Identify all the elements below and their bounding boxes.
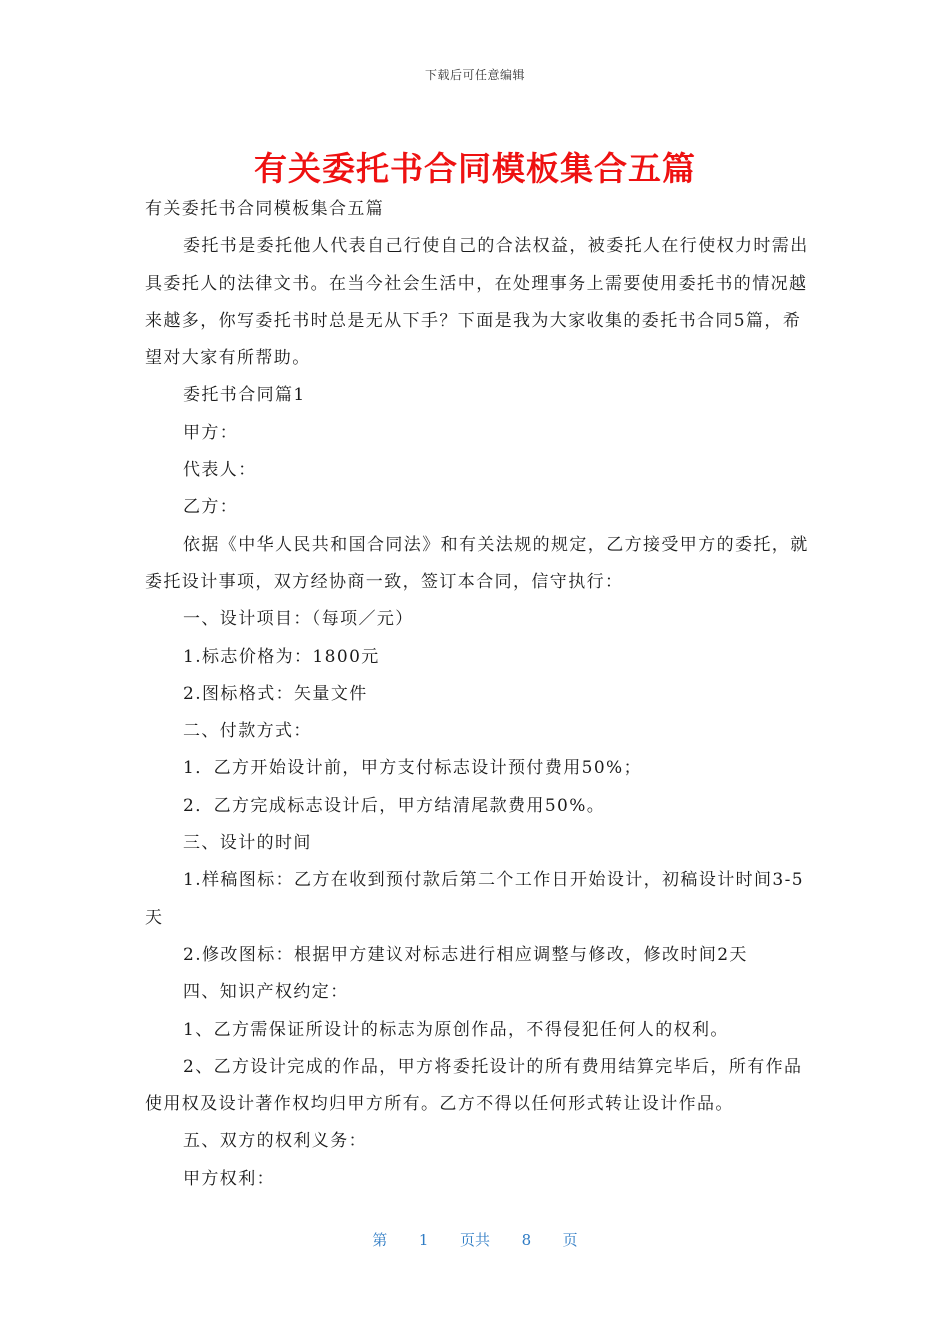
body-paragraph: 五、双方的权利义务： [183, 1131, 367, 1152]
body-paragraph: 2、乙方设计完成的作品，甲方将委托设计的所有费用结算完毕后，所有作品使用权及设计著作权均归甲方所有。乙方不得以任何形式转让设计作品。 [145, 1056, 803, 1115]
footer-page-suffix: 页 [562, 1231, 578, 1249]
body-paragraph: 1.标志价格为：1800元 [183, 646, 380, 667]
body-paragraph: 甲方权利： [183, 1168, 275, 1189]
body-paragraph: 乙方： [183, 497, 239, 518]
body-paragraph: 1．乙方开始设计前，甲方支付标志设计预付费用50%； [183, 758, 642, 779]
page-footer [0, 1229, 950, 1250]
body-paragraph: 1、乙方需保证所设计的标志为原创作品，不得侵犯任何人的权利。 [183, 1019, 729, 1040]
body-paragraph: 2.图标格式：矢量文件 [183, 683, 368, 704]
body-paragraph: 四、知识产权约定： [183, 982, 349, 1003]
footer-page-number: 1 [418, 1231, 429, 1249]
body-paragraph: 有关委托书合同模板集合五篇 [145, 199, 385, 219]
header-note: 下载后可任意编辑 [424, 68, 525, 82]
footer-total-label: 页共 [459, 1231, 490, 1249]
body-paragraph: 三、设计的时间 [183, 833, 312, 854]
body-paragraph: 1.样稿图标：乙方在收到预付款后第二个工作日开始设计，初稿设计时间3-5天 [145, 870, 804, 928]
body-paragraph: 依据《中华人民共和国合同法》和有关法规的规定，乙方接受甲方的委托，就委托设计事项，双方经协商一致，签订本合同，信守执行： [145, 534, 809, 592]
body-paragraph: 代表人： [183, 460, 257, 481]
body-paragraph: 委托书合同篇1 [183, 385, 306, 406]
document-title: 有关委托书合同模板集合五篇 [254, 149, 696, 188]
body-paragraph: 2．乙方完成标志设计后，甲方结清尾款费用50%。 [183, 795, 606, 816]
body-paragraph: 一、设计项目：（每项／元） [183, 609, 414, 630]
body-paragraph: 2.修改图标：根据甲方建议对标志进行相应调整与修改，修改时间2天 [183, 944, 748, 965]
document-body [145, 191, 810, 1198]
body-paragraph: 甲方： [183, 422, 239, 443]
body-paragraph: 二、付款方式： [183, 721, 312, 742]
footer-total-pages: 8 [521, 1231, 532, 1249]
body-paragraph: 委托书是委托他人代表自己行使自己的合法权益，被委托人在行使权力时需出具委托人的法律文书。在当今社会生活中，在处理事务上需要使用委托书的情况越来越多，你写委托书时总是无从下手？下面是我为大家收集的委托书合同5篇，希望对大家有所帮助。 [145, 236, 809, 369]
footer-page-label: 第 [372, 1231, 388, 1249]
